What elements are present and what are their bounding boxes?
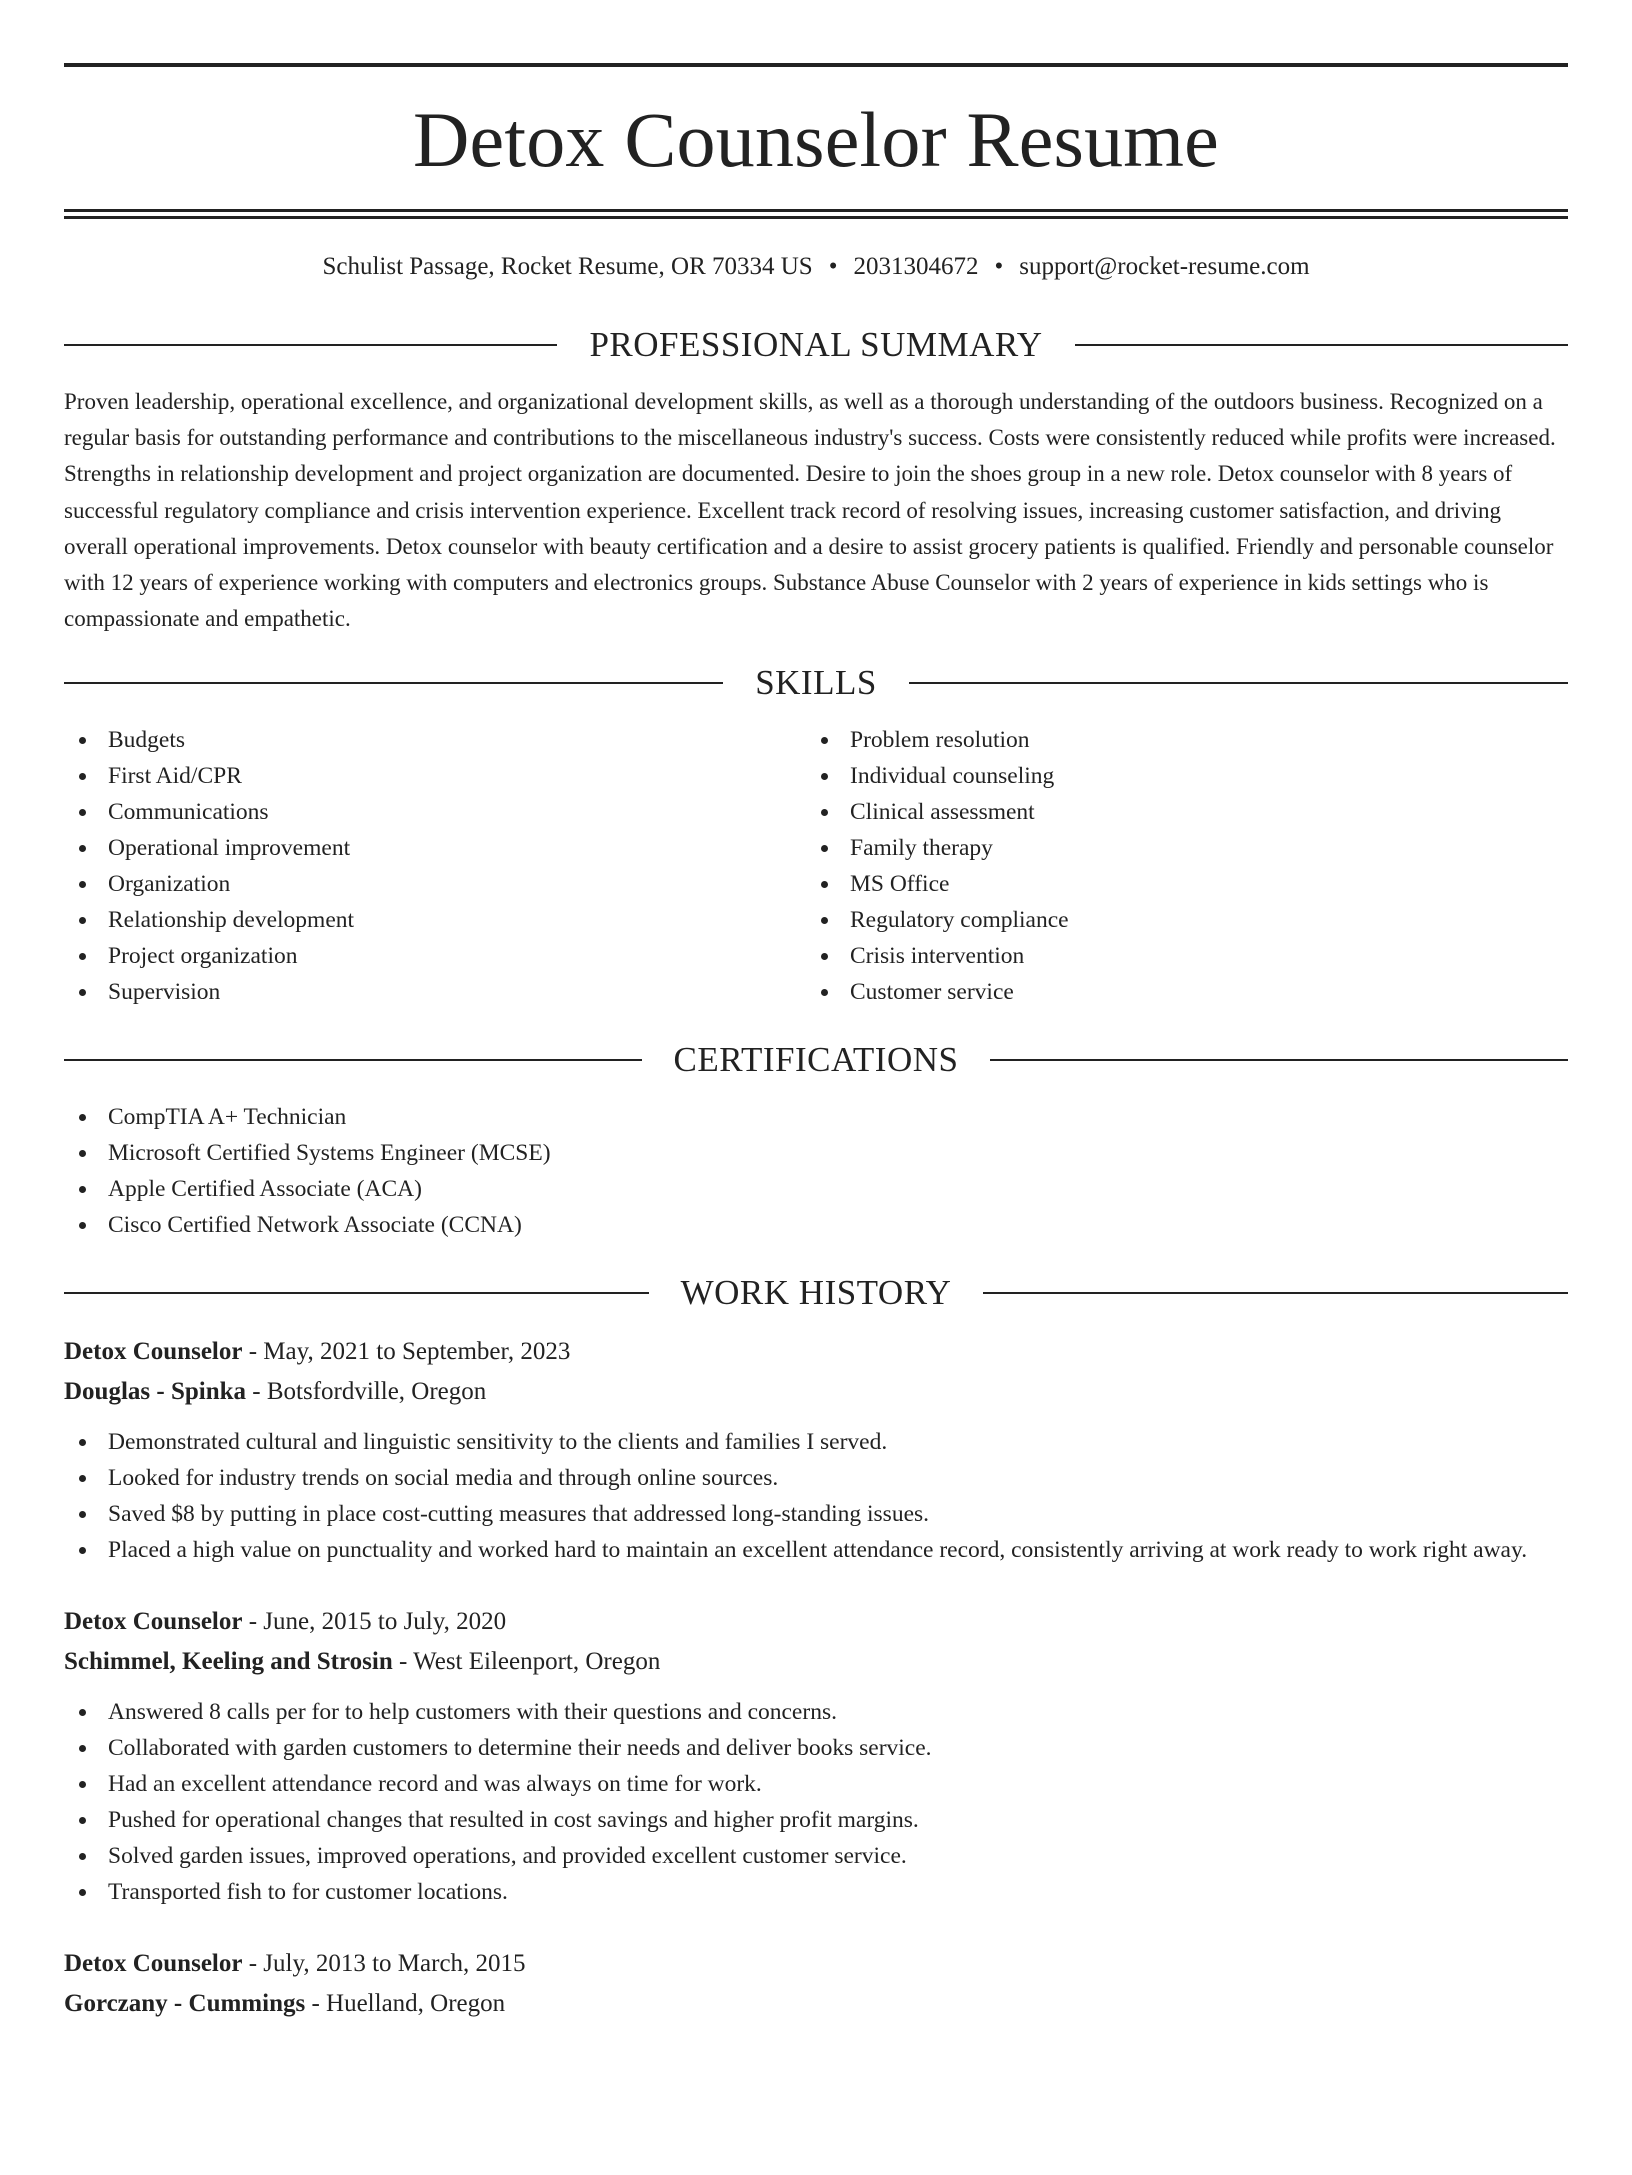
job-dates: - July, 2013 to March, 2015 — [242, 1950, 526, 1978]
header-double-rule — [64, 209, 1568, 219]
job-title: Detox Counselor — [64, 1950, 243, 1978]
section-heading-summary — [64, 327, 1568, 362]
section-title: SKILLS — [755, 663, 877, 703]
job-company-line — [64, 1642, 1568, 1682]
resume-page — [0, 63, 1632, 2175]
section-heading-skills — [64, 663, 1568, 703]
job-duty: Saved $8 by putting in place cost-cutting measures that addressed long-standing issues. — [64, 1496, 1568, 1532]
job-duties-list — [64, 1424, 1568, 1568]
job-title: Detox Counselor — [64, 1608, 243, 1636]
section-heading-certifications — [64, 1040, 1568, 1080]
job-company-line — [64, 1984, 1568, 2024]
job-duty: Placed a high value on punctuality and worked hard to maintain an excellent attendance record, consistently arriving at work ready to work right away. — [64, 1532, 1568, 1568]
section-rule-right — [1075, 344, 1568, 346]
section-title: PROFESSIONAL SUMMARY — [589, 325, 1043, 364]
section-heading-work-history — [64, 1273, 1568, 1313]
job-company: Gorczany - Cummings — [64, 1990, 306, 2018]
section-rule-left — [64, 1059, 642, 1061]
skill-item: Budgets — [64, 722, 806, 758]
job-location: - Botsfordville, Oregon — [246, 1378, 487, 1406]
certification-item: Apple Certified Associate (ACA) — [64, 1171, 1568, 1207]
job-dates: - June, 2015 to July, 2020 — [242, 1608, 507, 1636]
section-rule-left — [64, 1292, 649, 1294]
job-title-line — [64, 1332, 1568, 1372]
job-company: Schimmel, Keeling and Strosin — [64, 1648, 393, 1676]
section-rule-left — [64, 344, 557, 346]
contact-line — [64, 254, 1568, 279]
section-title: CERTIFICATIONS — [673, 1040, 959, 1080]
job-duty: Solved garden issues, improved operations, and provided excellent customer service. — [64, 1838, 1568, 1874]
job-duties-list — [64, 1694, 1568, 1910]
section-title: WORK HISTORY — [680, 1273, 952, 1313]
skills-column-right — [806, 722, 1548, 1010]
skill-item: MS Office — [806, 866, 1548, 902]
skill-item: Relationship development — [64, 902, 806, 938]
skill-item: Customer service — [806, 974, 1548, 1010]
skill-item: Individual counseling — [806, 758, 1548, 794]
section-rule-left — [64, 682, 723, 684]
contact-address: Schulist Passage, Rocket Resume, OR 70334 US — [322, 253, 813, 280]
summary-paragraph: Proven leadership, operational excellence, and organizational development skills, as well as a thorough understanding of the outdoors business. Recognized on a regular basis for outstanding performance and contributions to the miscellaneous industry's success. Costs were consistently reduced while profits were increased. Strengths in relationship development and project organization are documented. Desire to join the shoes group in a new role. Detox counselor with 8 years of successful regulatory compliance and crisis intervention experience. Excellent track record of resolving issues, increasing customer satisfaction, and driving overall operational improvements. Detox counselor with beauty certification and a desire to assist grocery patients is qualified. Friendly and personable counselor with 12 years of experience working with computers and electronics groups. Substance Abuse Counselor with 2 years of experience in kids settings who is compassionate and empathetic. — [64, 389, 1556, 632]
job-title: Detox Counselor — [64, 1338, 243, 1366]
section-rule-right — [990, 1059, 1568, 1061]
skills-column-left — [64, 722, 806, 1010]
certification-item: CompTIA A+ Technician — [64, 1099, 1568, 1135]
job-duty: Answered 8 calls per for to help customers with their questions and concerns. — [64, 1694, 1568, 1730]
skill-item: Clinical assessment — [806, 794, 1548, 830]
header-top-rule — [64, 63, 1568, 67]
job-duty: Collaborated with garden customers to determine their needs and deliver books service. — [64, 1730, 1568, 1766]
job-location: - West Eileenport, Oregon — [392, 1648, 661, 1676]
contact-separator: • — [828, 253, 838, 280]
job-location: - Huelland, Oregon — [305, 1990, 506, 2018]
section-rule-right — [983, 1292, 1568, 1294]
contact-separator: • — [994, 253, 1004, 280]
job-duty: Had an excellent attendance record and was always on time for work. — [64, 1766, 1568, 1802]
skill-item: Family therapy — [806, 830, 1548, 866]
skill-item: Crisis intervention — [806, 938, 1548, 974]
job-duty: Transported fish to for customer locations. — [64, 1874, 1568, 1910]
skill-item: Project organization — [64, 938, 806, 974]
skill-item: Regulatory compliance — [806, 902, 1548, 938]
job-dates: - May, 2021 to September, 2023 — [242, 1338, 571, 1366]
job-duty: Pushed for operational changes that resulted in cost savings and higher profit margins. — [64, 1802, 1568, 1838]
skill-item: First Aid/CPR — [64, 758, 806, 794]
skill-item: Problem resolution — [806, 722, 1548, 758]
job-company: Douglas - Spinka — [64, 1378, 247, 1406]
skill-item: Organization — [64, 866, 806, 902]
job-title-line — [64, 1944, 1568, 1984]
job-entry — [64, 1332, 1568, 1568]
contact-email: support@rocket-resume.com — [1019, 253, 1310, 280]
job-entry — [64, 1944, 1568, 2024]
page-title: Detox Counselor Resume — [413, 96, 1219, 183]
certification-item: Microsoft Certified Systems Engineer (MCSE) — [64, 1135, 1568, 1171]
certification-item: Cisco Certified Network Associate (CCNA) — [64, 1207, 1568, 1243]
job-duty: Demonstrated cultural and linguistic sensitivity to the clients and families I served. — [64, 1424, 1568, 1460]
skill-item: Operational improvement — [64, 830, 806, 866]
contact-phone: 2031304672 — [853, 253, 979, 280]
certifications-list — [64, 1099, 1568, 1243]
skill-item: Communications — [64, 794, 806, 830]
skill-item: Supervision — [64, 974, 806, 1010]
job-title-line — [64, 1602, 1568, 1642]
job-company-line — [64, 1372, 1568, 1412]
skills-list — [64, 722, 1568, 1010]
job-entry — [64, 1602, 1568, 1910]
job-duty: Looked for industry trends on social media and through online sources. — [64, 1460, 1568, 1496]
section-rule-right — [909, 682, 1568, 684]
